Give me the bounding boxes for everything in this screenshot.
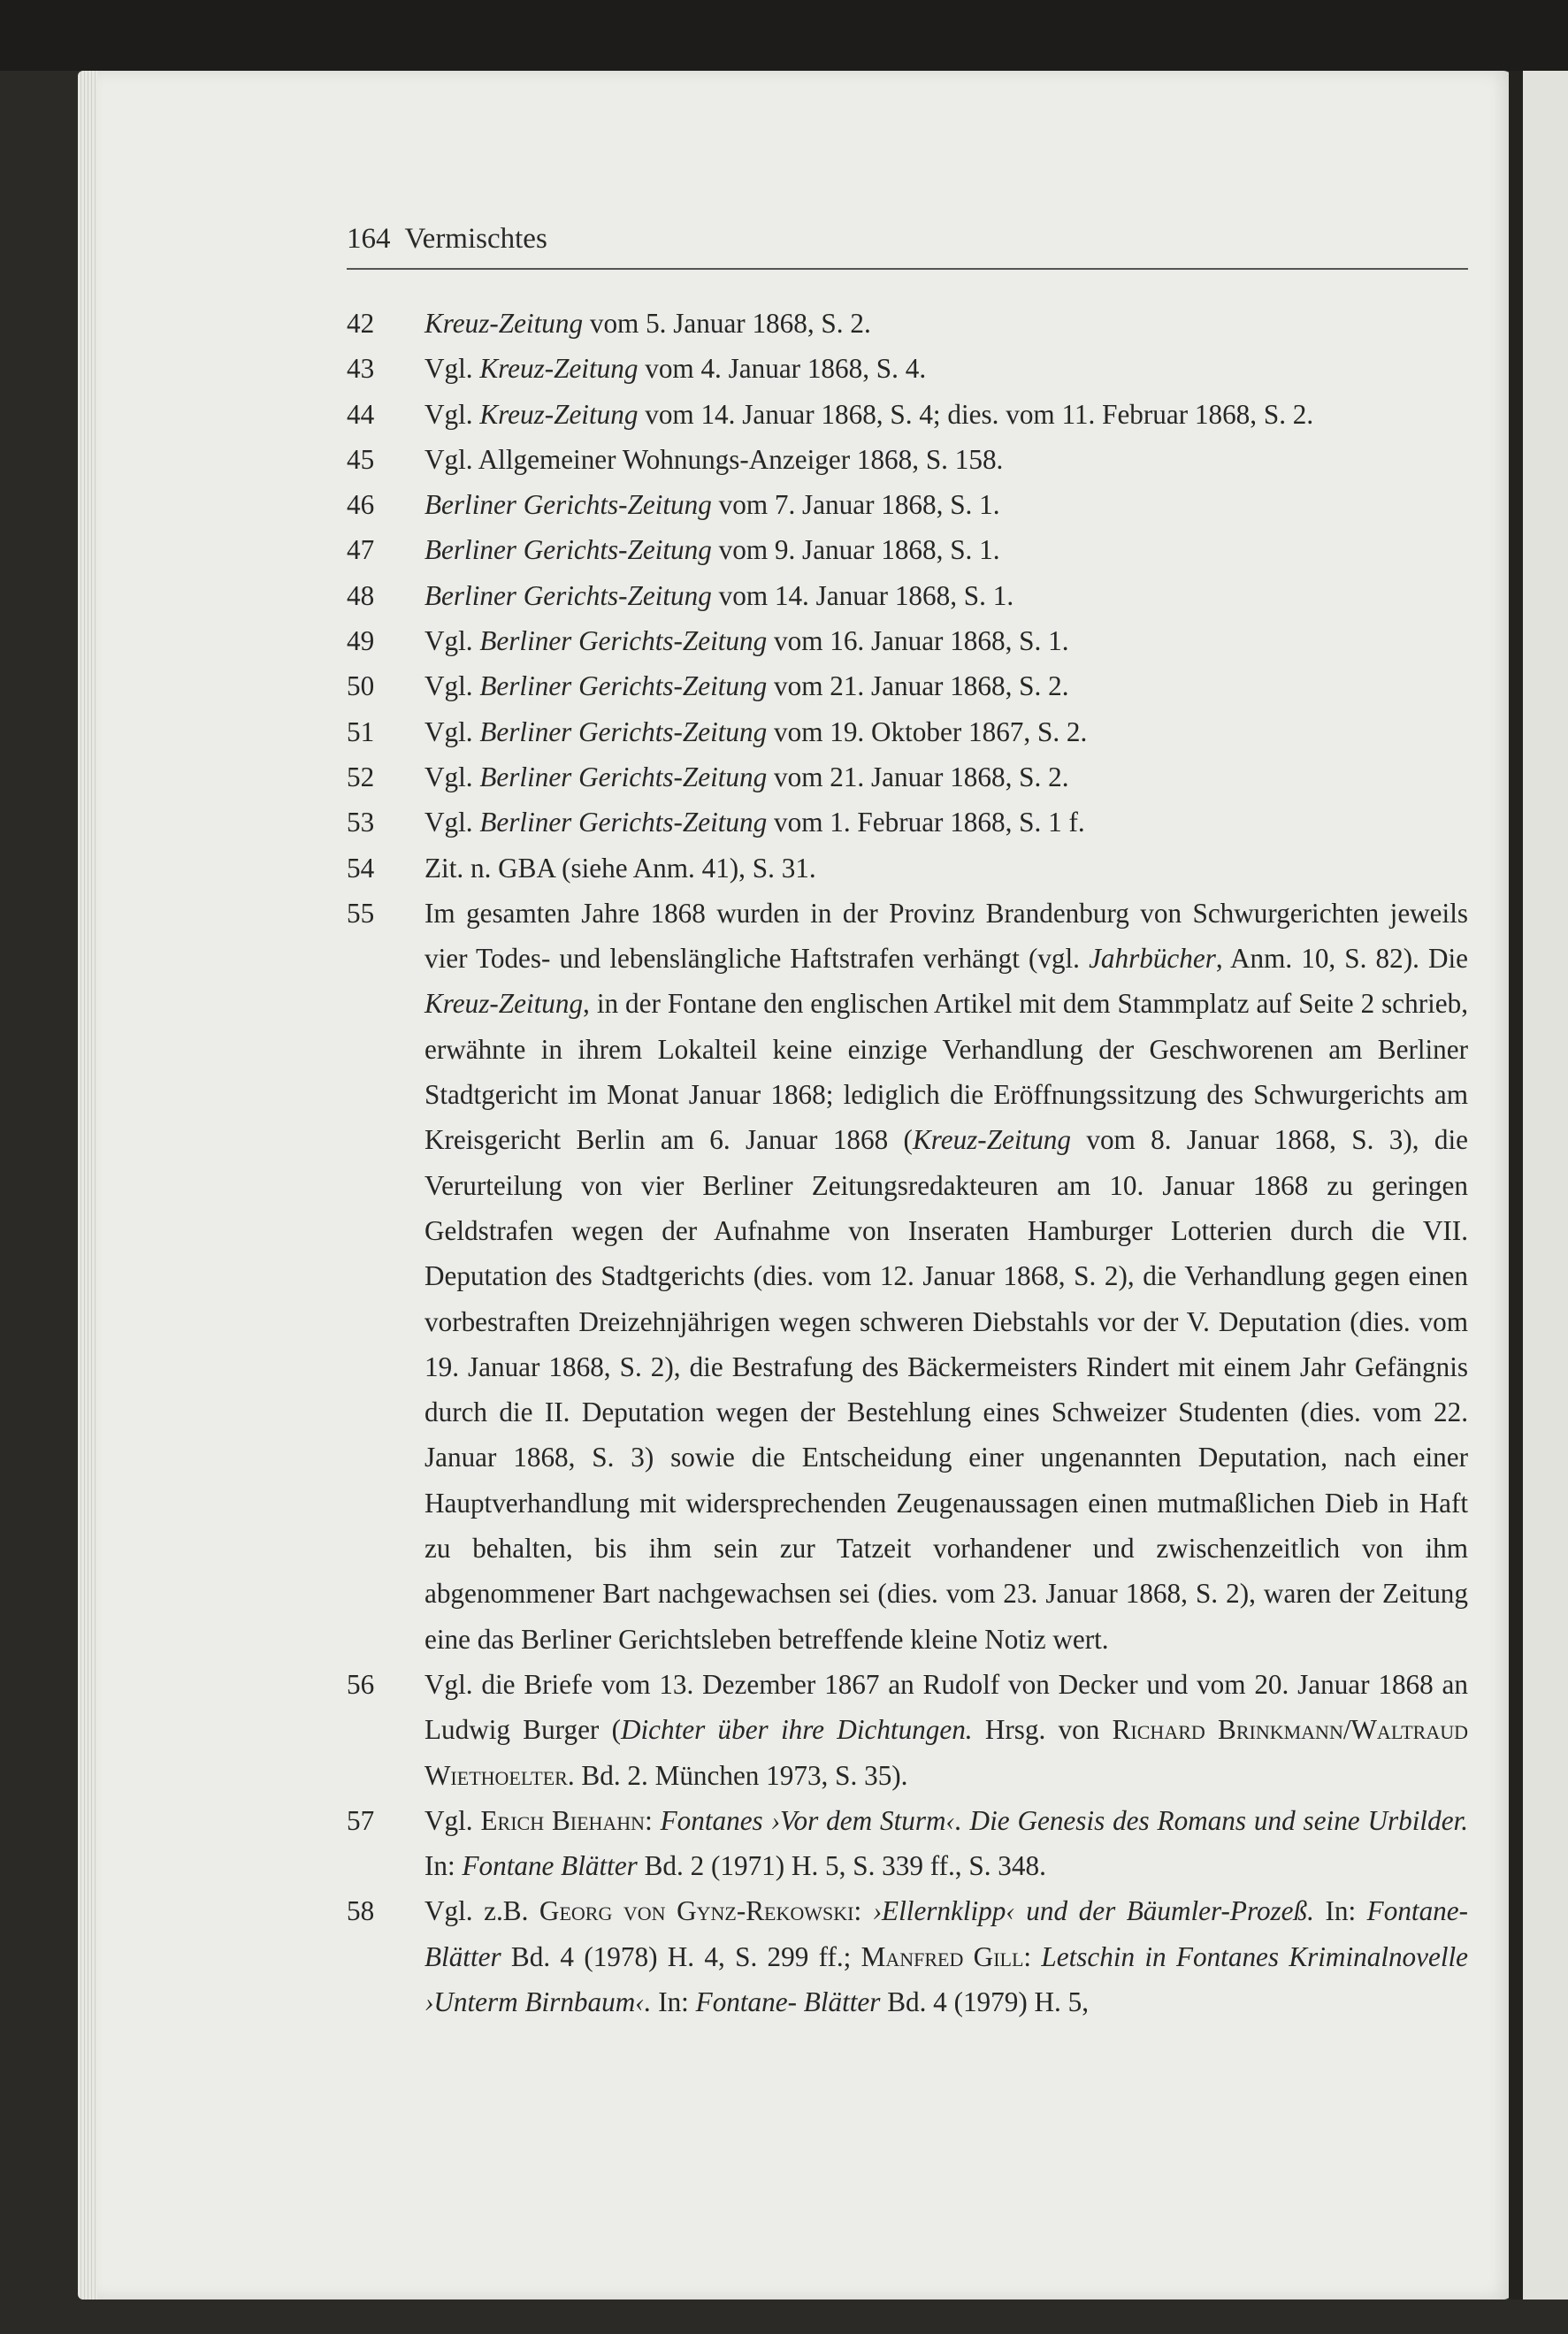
italic-title: Berliner Gerichts-Zeitung (425, 534, 712, 566)
endnote-text (425, 1662, 1475, 1798)
endnote-number: 48 (347, 579, 375, 611)
endnote-number: 47 (347, 534, 375, 566)
endnote-number: 58 (347, 1895, 375, 1927)
facing-page-edge (1523, 71, 1568, 2300)
note-text: Vgl. (425, 625, 480, 657)
scan-background (0, 0, 1568, 71)
note-text: vom 7. Januar 1868, S. 1. (711, 489, 1000, 521)
endnote-46 (347, 482, 1468, 527)
endnote-number: 55 (347, 897, 375, 929)
note-text: vom 19. Oktober 1867, S. 2. (767, 716, 1088, 747)
endnote-number: 52 (347, 761, 375, 792)
note-text: Vgl. (425, 761, 480, 792)
note-text: vom 5. Januar 1868, S. 2. (583, 308, 871, 339)
italic-title: Berliner Gerichts-Zeitung (479, 670, 768, 702)
note-text: vom 21. Januar 1868, S. 2. (767, 761, 1069, 792)
endnote-text (425, 392, 1468, 437)
note-text: Vgl. die Briefe vom 13. Dezember 1867 an Rudolf von Decker und vom 20. Januar 1868 an Ludwig Burger ( (425, 1668, 1475, 1746)
note-text: Hrsg. von (972, 1714, 1113, 1746)
endnote-51 (347, 709, 1468, 754)
note-text: Zit. n. GBA (siehe Anm. 41), S. 31. (425, 852, 816, 884)
note-text: , Anm. 10, S. 82). Die (1215, 943, 1475, 975)
note-text: Vgl. (425, 807, 480, 838)
endnote-number: 56 (347, 1668, 375, 1700)
endnote-57 (347, 1798, 1475, 1889)
endnote-text (425, 800, 1468, 845)
italic-title: Kreuz-Zeitung (912, 1124, 1071, 1156)
note-text: Vgl. (425, 1804, 481, 1836)
endnote-text (425, 1798, 1475, 1889)
note-text: In: (651, 1986, 696, 2017)
italic-title: Fontane-Blätter (425, 1895, 1468, 1972)
italic-title: Berliner Gerichts-Zeitung (479, 807, 768, 838)
endnote-text (425, 1888, 1475, 2024)
endnote-number: 44 (347, 398, 375, 430)
endnote-number: 53 (347, 807, 375, 838)
endnote-44 (347, 392, 1468, 437)
author-name: Georg von Gynz-Rekowski (539, 1895, 854, 1927)
endnote-52 (347, 754, 1468, 800)
endnote-number: 57 (347, 1804, 375, 1836)
endnote-text (425, 709, 1468, 754)
endnote-text (425, 891, 1475, 1662)
italic-title: Berliner Gerichts-Zeitung (479, 761, 768, 792)
endnote-50 (347, 663, 1468, 708)
note-text: Bd. 2 (1971) H. 5, S. 339 ff., S. 348. (637, 1850, 1046, 1882)
note-text: Vgl. z.B. (425, 1895, 539, 1927)
book-gutter (1509, 71, 1523, 2300)
note-text: Vgl. (425, 398, 480, 430)
note-text: , in der Fontane den englischen Artikel mit dem Stammplatz auf Seite 2 schrieb, erwähnte in ihrem Lokalteil keine einzige Verhandlung der Geschworenen am Berliner Stadtgericht im Monat Januar 1868; lediglich die Eröffnungssitzung des Schwurgerichts am Kreisgericht Berlin am 6. Januar 1868 ( (425, 988, 1475, 1156)
note-text: vom 14. Januar 1868, S. 1. (711, 579, 1014, 611)
endnote-number: 54 (347, 852, 375, 884)
italic-title: Berliner Gerichts-Zeitung (425, 489, 712, 521)
note-text: vom 8. Januar 1868, S. 3), die Verurteilung von vier Berliner Zeitungsredakteuren am 10. Januar 1868 zu geringen Geldstrafen wegen der Aufnahme von Inseraten Hamburger Lotterien durch die VII. Deputation des Stadtgerichts (dies. vom 12. Januar 1868, S. 2), die Verhandlung gegen einen vorbestraften Dreizehnjährigen wegen schweren Diebstahls vor der V. Deputation (dies. vom 19. Januar 1868, S. 2), die Bestrafung des Bäckermeisters Rindert mit einem Jahr Gefängnis durch die II. Deputation wegen der Bestehlung eines Schweizer Studenten (dies. vom 22. Januar 1868, S. 3) sowie die Entscheidung einer ungenannten Deputation, nach einer Hauptverhandlung mit widersprechenden Zeugenaussagen einen mutmaßlichen Dieb in Haft zu behalten, bis ihm sein zur Tatzeit vorhandener und zwischenzeitlich von ihm abgenommener Bart nachgewachsen sei (dies. vom 23. Januar 1868, S. 2), waren der Zeitung eine das Berliner Gerichtsleben betreffende kleine Notiz wert. (425, 1124, 1475, 1655)
note-text: In: (425, 1804, 1475, 1882)
endnote-42 (347, 301, 1468, 346)
italic-title: Dichter über ihre Dichtungen. (620, 1714, 973, 1746)
italic-title: Fontane- Blätter (695, 1986, 881, 2017)
endnote-text (425, 663, 1468, 708)
author-name: Erich Biehahn (480, 1804, 646, 1836)
endnote-53 (347, 800, 1468, 845)
italic-title: Jahrbücher (1089, 943, 1216, 975)
note-text: Vgl. (425, 716, 480, 747)
note-text: vom 9. Januar 1868, S. 1. (711, 534, 1000, 566)
endnote-text (425, 437, 1468, 482)
note-text: vom 21. Januar 1868, S. 2. (767, 670, 1069, 702)
italic-title: Letschin in Fontanes Kriminalnovelle ›Unterm Birnbaum‹. (425, 1940, 1475, 2017)
endnote-text (425, 754, 1468, 800)
endnote-56 (347, 1662, 1475, 1798)
note-text: Vgl. (425, 670, 480, 702)
note-text: Vgl. (425, 353, 480, 385)
note-text: : (853, 1895, 873, 1927)
note-text: vom 4. Januar 1868, S. 4. (638, 353, 927, 385)
note-text: : (1023, 1940, 1042, 1972)
page-number: 164 (347, 223, 391, 255)
author-name: Manfred Gill (860, 1940, 1024, 1972)
endnote-54 (347, 846, 1468, 891)
endnote-number: 46 (347, 489, 375, 521)
note-text: vom 1. Februar 1868, S. 1 f. (767, 807, 1085, 838)
note-text: vom 16. Januar 1868, S. 1. (767, 625, 1069, 657)
endnote-number: 45 (347, 443, 375, 475)
endnote-text (425, 573, 1468, 618)
chapter-title: Vermischtes (404, 223, 547, 255)
note-text: Bd. 4 (1979) H. 5, (880, 1986, 1090, 2017)
endnote-text (425, 301, 1468, 346)
note-text: In: (1313, 1895, 1367, 1927)
italic-title: Berliner Gerichts-Zeitung (425, 579, 712, 611)
endnote-number: 49 (347, 625, 375, 657)
italic-title: Kreuz-Zeitung (425, 308, 584, 339)
italic-title: ›Ellernklipp‹ und der Bäumler-Prozeß. (872, 1895, 1314, 1927)
italic-title: Berliner Gerichts-Zeitung (479, 625, 768, 657)
endnote-45 (347, 437, 1468, 482)
endnote-55 (347, 891, 1475, 1662)
note-text: : (645, 1804, 661, 1836)
italic-title: Berliner Gerichts-Zeitung (479, 716, 768, 747)
endnote-number: 51 (347, 716, 375, 747)
endnote-text (425, 846, 1468, 891)
note-text: Im gesamten Jahre 1868 wurden in der Provinz Brandenburg von Schwurgerichten jeweils vier Todes- und lebenslängliche Haftstrafen verhängt (vgl. (425, 897, 1475, 975)
endnote-text (425, 482, 1468, 527)
endnote-49 (347, 618, 1468, 663)
endnotes-list (347, 301, 1475, 2024)
author-name: Richard Brinkmann/Waltraud Wiethoelter (425, 1714, 1475, 1791)
endnote-text (425, 346, 1468, 391)
italic-title: Kreuz-Zeitung (479, 398, 639, 430)
note-text: vom 14. Januar 1868, S. 4; dies. vom 11. Februar 1868, S. 2. (638, 398, 1314, 430)
endnote-text (425, 527, 1468, 572)
italic-title: Fontanes ›Vor dem Sturm‹. Die Genesis des Romans und seine Urbilder. (660, 1804, 1469, 1836)
endnote-47 (347, 527, 1468, 572)
note-text: . Bd. 2. München 1973, S. 35). (567, 1759, 908, 1791)
italic-title: Kreuz-Zeitung (479, 353, 639, 385)
endnote-43 (347, 346, 1468, 391)
endnote-48 (347, 573, 1468, 618)
endnote-text (425, 618, 1468, 663)
endnote-number: 42 (347, 308, 375, 339)
running-head (347, 217, 1468, 270)
endnote-58 (347, 1888, 1475, 2024)
endnote-number: 43 (347, 353, 375, 385)
endnote-number: 50 (347, 670, 375, 702)
note-text: Bd. 4 (1978) H. 4, S. 299 ff.; (501, 1940, 861, 1972)
italic-title: Kreuz-Zeitung (425, 988, 584, 1020)
italic-title: Fontane Blätter (462, 1850, 638, 1882)
note-text: Vgl. Allgemeiner Wohnungs-Anzeiger 1868, S. 158. (425, 443, 1004, 475)
